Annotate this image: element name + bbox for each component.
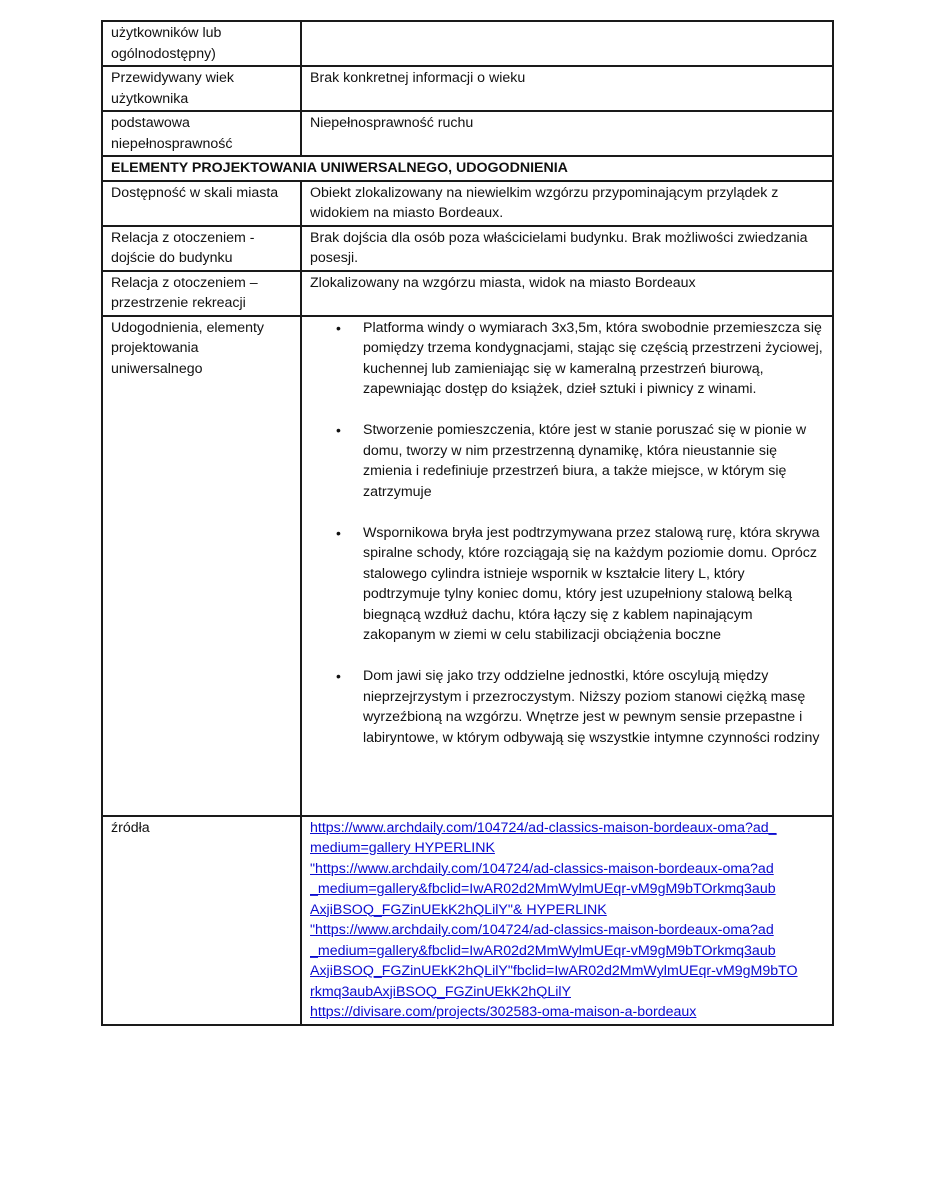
label-line: Udogodnienia, elementy	[111, 319, 265, 336]
section-header: ELEMENTY PROJEKTOWANIA UNIWERSALNEGO, UDOGODNIENIA	[102, 156, 833, 181]
table-row	[102, 816, 833, 1025]
list-item	[336, 666, 824, 748]
row-label: źródła	[102, 816, 301, 1025]
label-line: przestrzenie rekreacji	[111, 295, 246, 311]
row-value: Obiekt zlokalizowany na niewielkim wzgórzu przypominającym przylądek z widokiem na miasto Bordeaux.	[301, 181, 833, 226]
list-item-text: Dom jawi się jako trzy oddzielne jednostki, które oscylują między nieprzejrzystym i przezroczystym. Niższy poziom stanowi ciężką masę wyrzeźbioną na wzgórzu. Wnętrze jest w pewnym sensie przepastne i labiryntowe, w którym odbywają się wszystkie intymne czynności rodziny	[363, 668, 820, 746]
label-line: projektowania	[111, 340, 199, 356]
row-label	[102, 21, 301, 66]
table-row	[102, 66, 833, 111]
table-row	[102, 271, 833, 316]
source-link[interactable]: AxjiBSOQ_FGZinUEkK2hQLilY"fbclid=IwAR02d2MmWylmUEqr-vM9gM9bTO	[310, 963, 798, 979]
source-link[interactable]: https://www.archdaily.com/104724/ad-classics-maison-bordeaux-oma?ad_	[310, 819, 777, 836]
accessibility-table	[101, 20, 834, 1026]
table-row	[102, 226, 833, 271]
source-link[interactable]: AxjiBSOQ_FGZinUEkK2hQLilY"& HYPERLINK	[310, 901, 607, 918]
source-link[interactable]: https://divisare.com/projects/302583-oma-maison-a-bordeaux	[310, 1004, 697, 1020]
label-line: Przewidywany wiek	[111, 70, 234, 86]
row-value: Zlokalizowany na wzgórzu miasta, widok na miasto Bordeaux	[301, 271, 833, 316]
row-label	[102, 271, 301, 316]
source-link[interactable]: medium=gallery HYPERLINK	[310, 840, 495, 856]
sources-cell	[301, 816, 833, 1025]
table-row	[102, 21, 833, 66]
table-row	[102, 181, 833, 226]
row-value	[301, 316, 833, 816]
bullet-icon: •	[336, 668, 341, 684]
row-label	[102, 66, 301, 111]
label-line: ogólnodostępny)	[111, 45, 216, 62]
bullet-icon: •	[336, 319, 341, 336]
list-item	[336, 318, 824, 400]
list-item	[336, 523, 824, 646]
source-link[interactable]: _medium=gallery&fbclid=IwAR02d2MmWylmUEqr-vM9gM9bTOrkmq3aub	[310, 942, 776, 959]
row-label	[102, 111, 301, 156]
row-value: Brak konkretnej informacji o wieku	[301, 66, 833, 111]
list-item	[336, 420, 824, 502]
list-item-text: Platforma windy o wymiarach 3x3,5m, która swobodnie przemieszcza się pomiędzy trzema kondygnacjami, stając się częścią przestrzeni życiowej, kuchennej lub zamieniając się w kameralną przestrzeń biurową, zapewniając dostęp do książek, dzieł sztuki i piwnicy z winami.	[363, 319, 823, 397]
list-item-text: Wspornikowa bryła jest podtrzymywana przez stalową rurę, która skrywa spiralne schody, które rozciągają się na każdym poziomie domu. Oprócz stalowego cylindra istnieje wspornik w kształcie litery L, który podtrzymuje tylny koniec domu, który jest uzupełniony stalową belką biegnącą wzdłuż dachu, która łączy się z kablem napinającym zakopanym w ziemi w celu stabilizacji obciążenia boczne	[363, 524, 820, 643]
row-label	[102, 226, 301, 271]
source-link[interactable]: _medium=gallery&fbclid=IwAR02d2MmWylmUEqr-vM9gM9bTOrkmq3aub	[310, 881, 776, 897]
list-item-text: Stworzenie pomieszczenia, które jest w stanie poruszać się w pionie w domu, tworzy w nim przestrzenną dynamikę, która nieustannie się zmienia i redefiniuje przestrzeń biura, a także miejsce, w którym się zatrzymuje	[363, 422, 807, 500]
bullet-list	[310, 318, 824, 749]
label-line: dojście do budynku	[111, 250, 233, 266]
row-label: Dostępność w skali miasta	[102, 181, 301, 226]
source-link[interactable]: rkmq3aubAxjiBSOQ_FGZinUEkK2hQLilY	[310, 983, 571, 1000]
section-header-row	[102, 156, 833, 181]
source-link[interactable]: "https://www.archdaily.com/104724/ad-classics-maison-bordeaux-oma?ad	[310, 860, 774, 877]
label-line: Relacja z otoczeniem –	[111, 274, 258, 291]
label-line: użytkowników lub	[111, 25, 222, 41]
label-line: użytkownika	[111, 90, 189, 107]
table-row	[102, 111, 833, 156]
row-value	[301, 21, 833, 66]
row-value: Niepełnosprawność ruchu	[301, 111, 833, 156]
label-line: podstawowa	[111, 115, 190, 131]
label-line: uniwersalnego	[111, 360, 203, 377]
label-line: niepełnosprawność	[111, 135, 233, 152]
bullet-icon: •	[336, 422, 341, 438]
row-value: Brak dojścia dla osób poza właścicielami budynku. Brak możliwości zwiedzania posesji.	[301, 226, 833, 271]
table-row	[102, 316, 833, 816]
source-link[interactable]: "https://www.archdaily.com/104724/ad-classics-maison-bordeaux-oma?ad	[310, 922, 774, 938]
label-line: Relacja z otoczeniem -	[111, 229, 255, 246]
bullet-icon: •	[336, 524, 341, 541]
row-label	[102, 316, 301, 816]
